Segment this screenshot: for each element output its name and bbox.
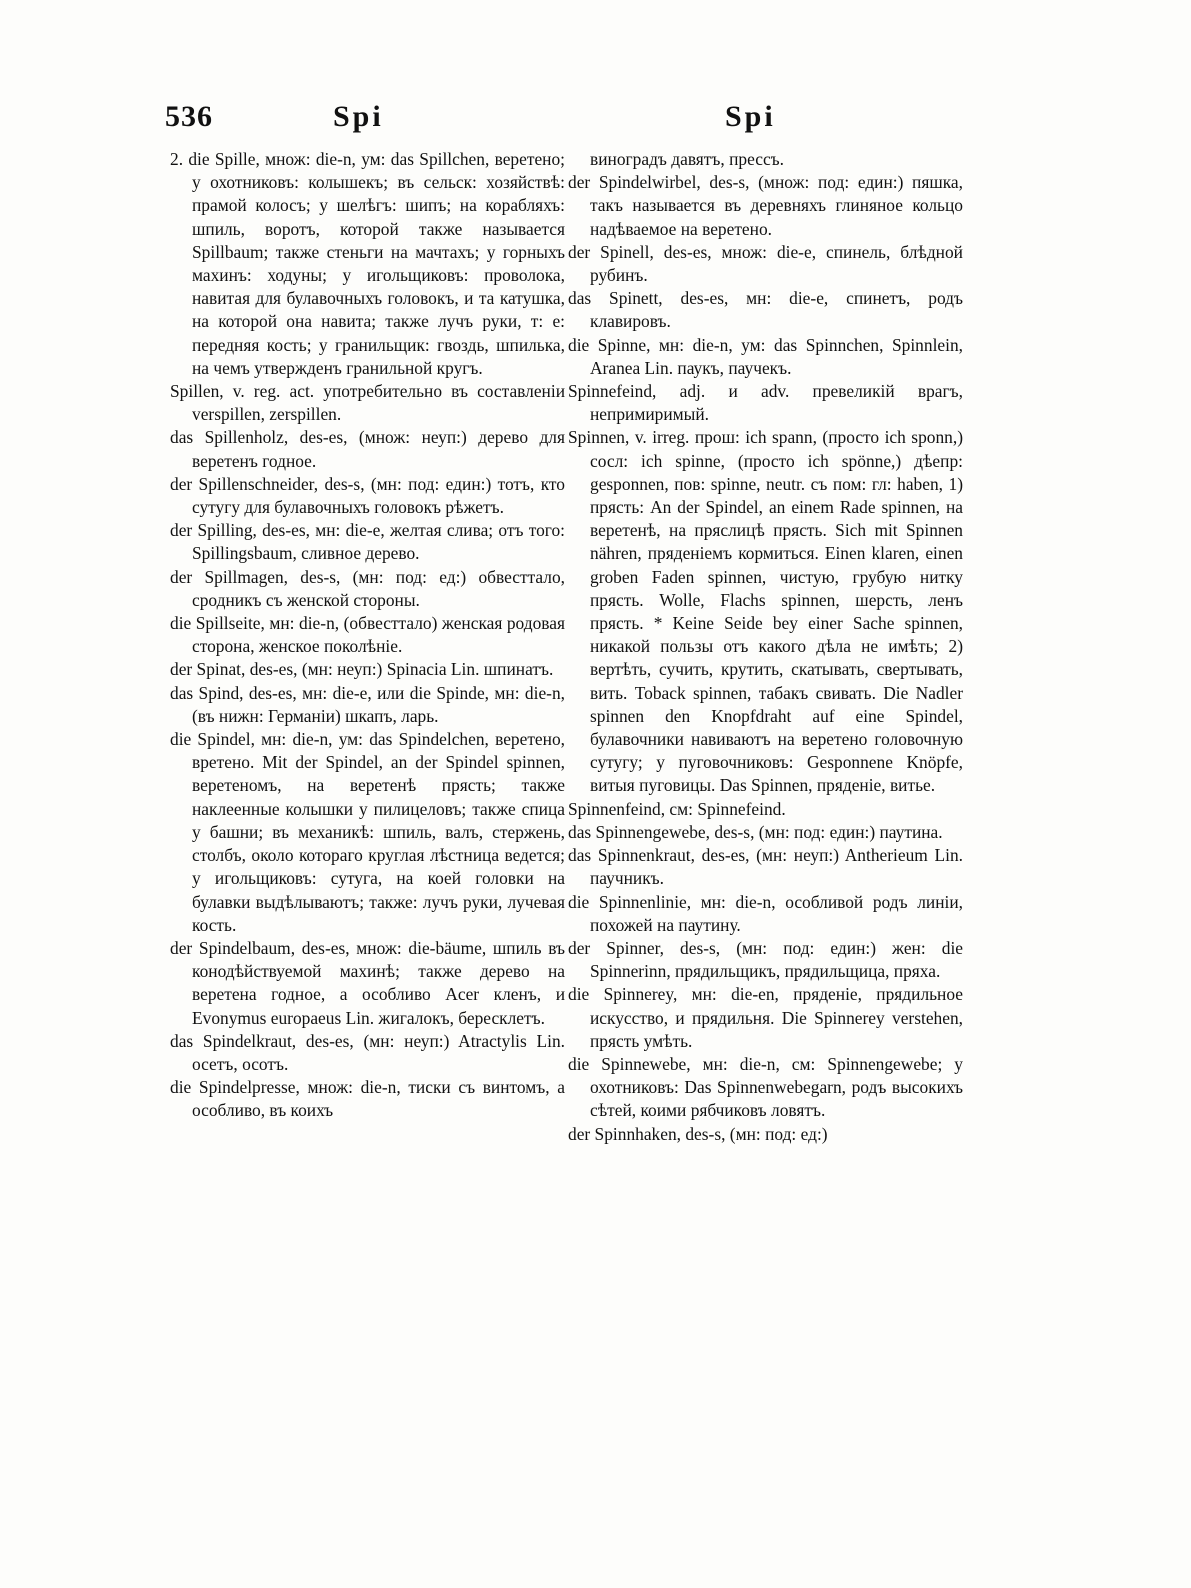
left-column bbox=[170, 148, 565, 1123]
running-head-right: Spi bbox=[725, 100, 776, 133]
dictionary-entry: der Spillmagen, des-s, (мн: под: ед:) обвестталo, сродникъ съ женской стороны. bbox=[170, 566, 565, 610]
page-number: 536 bbox=[165, 100, 213, 133]
dictionary-entry: das Spindelkraut, des-es, (мн: неуп:) Atractylis Lin. осетъ, осотъ. bbox=[170, 1030, 565, 1074]
dictionary-entry: das Spillenholz, des-es, (множ: неуп:) дерево для веретенъ годное. bbox=[170, 427, 565, 471]
dictionary-entry: die Spindel, мн: die-n, ум: das Spindelchen, веретено, вретено. Mit der Spindel, an der Spindel spinnen, веретеномъ, на веретенѣ прясть; также наклеенные колышки у пилицеловъ; также спица у башни; въ механикѣ: шпиль, валъ, стержень, столбъ, около котораго круглая лѣстница ведется; у игольщиковъ: сутуга, на коей головки на булавки выдѣлываютъ; также: лучъ руки, лучевая кость. bbox=[170, 729, 565, 935]
right-column bbox=[568, 148, 963, 1146]
dictionary-entry: Spinnefeind, adj. и adv. превеликiй врагъ, непримиримый. bbox=[568, 381, 963, 425]
dictionary-entry: das Spinnengewebe, des-s, (мн: под: един:) паутина. bbox=[568, 821, 943, 842]
dictionary-entry: die Spinne, мн: die-n, ум: das Spinnchen, Spinnlein, Aranea Lin. паукъ, паучекъ. bbox=[568, 334, 963, 378]
dictionary-entry: die Spinnenlinie, мн: die-n, особливой родъ линiи, похожей на паутину. bbox=[568, 891, 963, 935]
dictionary-entry: Spillen, v. reg. act. употребительно въ составленiи verspillen, zerspillen. bbox=[170, 381, 565, 425]
dictionary-entry: der Spilling, des-es, мн: die-e, желтая слива; отъ того: Spillingsbaum, сливное дерево. bbox=[170, 520, 565, 564]
running-head-left: Spi bbox=[333, 100, 384, 133]
dictionary-entry: die Spillseite, мн: die-n, (обвестталo) женская родовая сторона, женское поколѣнiе. bbox=[170, 613, 565, 657]
dictionary-entry: die Spinnerey, мн: die-en, пряденiе, прядильное искусство, и прядильня. Die Spinnerey verstehen, прясть умѣть. bbox=[568, 984, 963, 1051]
dictionary-entry: das Spind, des-es, мн: die-e, или die Spinde, мн: die-n, (въ нижн: Германiи) шкапъ, ларь. bbox=[170, 682, 565, 726]
dictionary-entry-continuation: виноградъ давятъ, прессъ. bbox=[590, 149, 785, 169]
dictionary-entry: die Spindelpresse, множ: die-n, тиски съ винтомъ, а особливо, въ коихъ bbox=[170, 1077, 565, 1121]
dictionary-entry: 2. die Spille, множ: die-n, ум: das Spillchen, веретено; у охотниковъ: колышекъ; въ сельск: хозяйствѣ: прамой колосъ; у шелѣгъ: шипъ; на корабляхъ: шпиль, воротъ, которой также называется Spillbaum; также стеньги на мачтахъ; у горныхъ махинъ: ходуны; у игольщиковъ: проволока, навитая для булавочныхъ головокъ, и та катушка, на которой она навита; также лучъ руки, т: е: передняя кость; у гранильщик: гвоздь, шпилька, на чемъ утвержденъ гранильной кругъ. bbox=[170, 149, 565, 378]
page-header bbox=[165, 100, 965, 140]
dictionary-entry: die Spinnewebe, мн: die-n, см: Spinnengewebe; у охотниковъ: Das Spinnenwebegarn, родъ высокихъ сѣтей, коими рябчиковъ ловятъ. bbox=[568, 1053, 963, 1121]
dictionary-entry: Spinnen, v. irreg. прош: ich spann, (просто ich sponn,) сосл: ich spinne, (просто ich spönne,) дѣепр: gesponnen, пов: spinne, neutr. съ пом: гл: haben, 1) прясть: An der Spindel, an einem Rade spinnen, на веретенѣ, на пряслицѣ прясть. Sich mit Spinnen nähren, пряденiемъ кормиться. Einen klaren, einen groben Faden spinnen, чистую, грубую нитку прясть. Wolle, Flachs spinnen, шерсть, ленъ прясть. * Keine Seide bey einer Sache spinnen, никакой пользы отъ какого дѣла не имѣть; 2) вертѣть, сучить, крутить, скатывать, свертывать, вить. Toback spinnen, табакъ свивать. Die Nadler spinnen den Knopfdraht auf eine Spindel, булавочники навиваютъ на веретено головочную сутугу; у пуговочниковъ: Gesponnene Knöpfe, витыя пуговицы. Das Spinnen, пряденiе, витье. bbox=[568, 427, 963, 796]
dictionary-entry: der Spillenschneider, des-s, (мн: под: един:) тотъ, кто сутугу для булавочныхъ головокъ рѣжетъ. bbox=[170, 473, 565, 518]
dictionary-entry: der Spindelbaum, des-es, множ: die-bäume, шпиль въ конодѣйствуемой махинѣ; также дерево на веретена годное, а особливо Acer кленъ, и Evonymus europaeus Lin. жигалокъ, бересклетъ. bbox=[170, 937, 565, 1028]
dictionary-entry: der Spindelwirbel, des-s, (множ: под: един:) пяшка, такъ называется въ деревняхъ глиняное кольцо надѣваемое на веретено. bbox=[568, 172, 963, 239]
dictionary-entry: der Spinell, des-es, множ: die-e, спинель, блѣдной рубинъ. bbox=[568, 241, 963, 286]
dictionary-entry: Spinnenfeind, см: Spinnefeind. bbox=[568, 798, 786, 819]
dictionary-entry: der Spinat, des-es, (мн: неуп:) Spinacia Lin. шпинатъ. bbox=[170, 659, 554, 680]
dictionary-entry: das Spinett, des-es, мн: die-e, спинетъ, родъ клавировъ. bbox=[568, 288, 963, 332]
dictionary-entry: der Spinnhaken, des-s, (мн: под: ед:) bbox=[568, 1123, 828, 1144]
dictionary-entry: der Spinner, des-s, (мн: под: един:) жен: die Spinnerinn, прядильщикъ, прядильщица, пряха. bbox=[568, 937, 963, 982]
dictionary-entry: das Spinnenkraut, des-es, (мн: неуп:) Antherieum Lin. паучникъ. bbox=[568, 845, 963, 889]
